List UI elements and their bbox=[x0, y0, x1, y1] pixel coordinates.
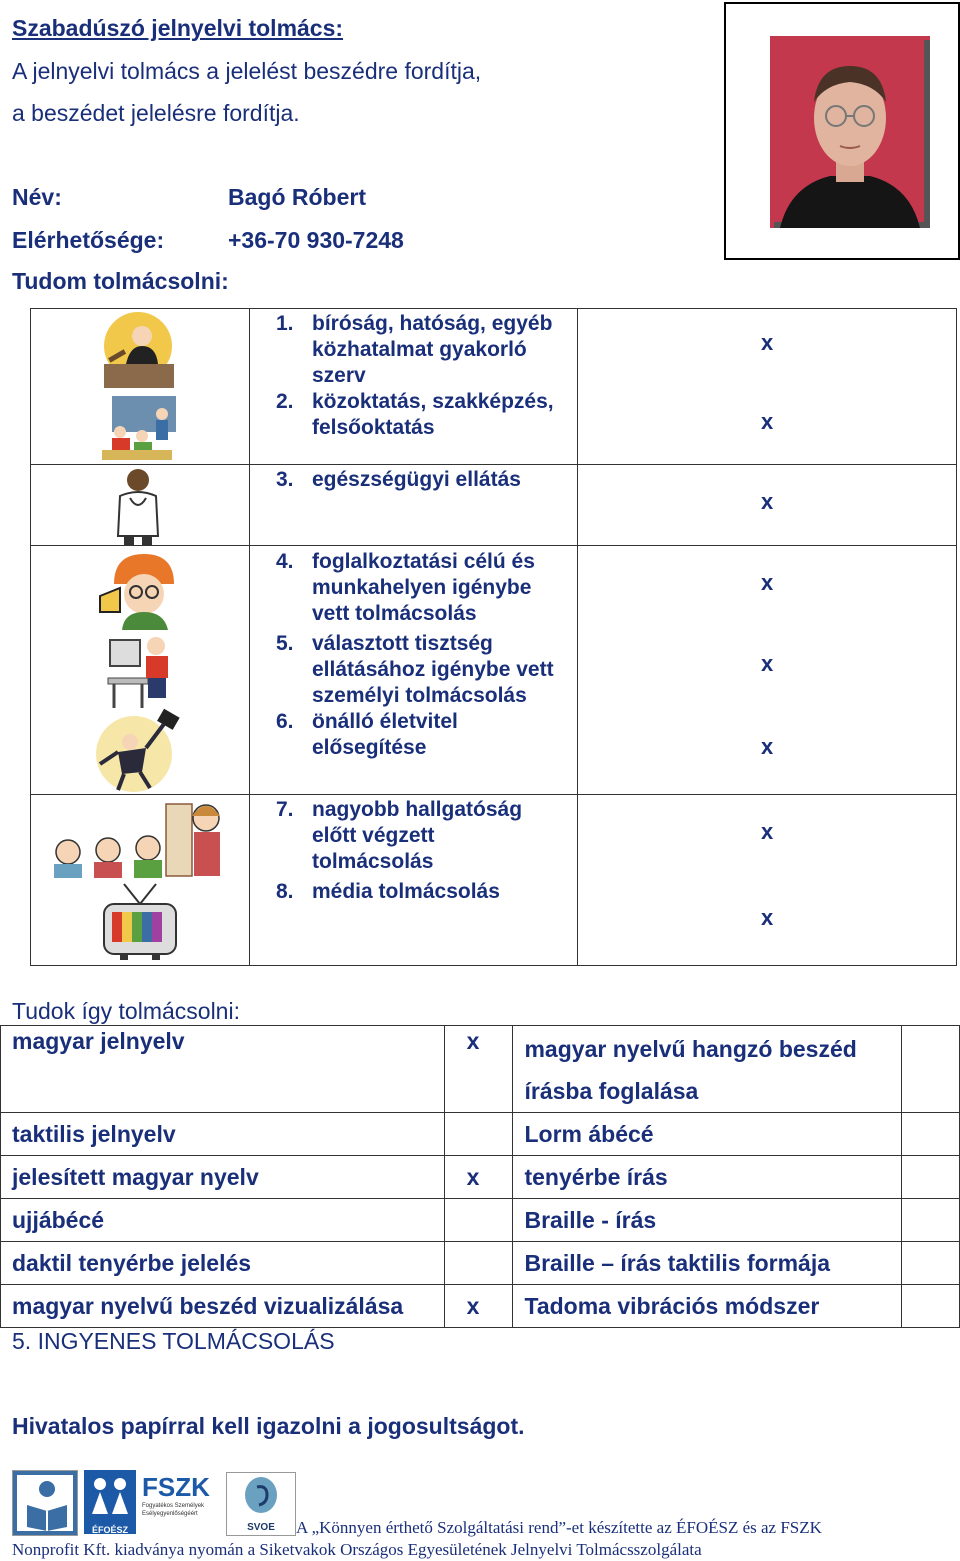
name-value: Bagó Róbert bbox=[228, 184, 366, 210]
mode-row: daktil tenyérbe jelelés Braille – írás taktilis formája bbox=[1, 1242, 960, 1285]
portrait-photo bbox=[770, 36, 930, 228]
mode-row: magyar jelnyelv x magyar nyelvű hangzó beszéd írásba foglalása bbox=[1, 1026, 960, 1113]
ear-icon bbox=[227, 1473, 295, 1517]
service-mark-3: x bbox=[761, 489, 774, 514]
service-mark-1: x bbox=[761, 330, 774, 355]
service-mark-8: x bbox=[761, 905, 774, 930]
mode-row: ujjábécé Braille - írás bbox=[1, 1199, 960, 1242]
description-line-1: A jelnyelvi tolmács a jelelést beszédre fordítja, bbox=[12, 58, 482, 84]
service-mark-4: x bbox=[761, 570, 774, 595]
footer-line-1: A „Könnyen érthető Szolgáltatási rend”-et készítette az ÉFOÉSZ és az FSZK bbox=[296, 1518, 822, 1537]
service-mark-2: x bbox=[761, 409, 774, 434]
mode-row: taktilis jelnyelv Lorm ábécé bbox=[1, 1113, 960, 1156]
graduate-jump-icon bbox=[88, 708, 186, 794]
fszk-logo: FSZK Fogyatékos Személyek Esélyegyenlőségéért bbox=[142, 1472, 218, 1534]
service-item-5: 5. választott tisztség ellátásához igénybe vett személyi tolmácsolás bbox=[276, 632, 554, 707]
audience-icon bbox=[48, 796, 228, 878]
contact-value[interactable]: +36-70 930-7248 bbox=[228, 227, 404, 253]
name-label: Név: bbox=[12, 184, 62, 210]
service-mark-7: x bbox=[761, 819, 774, 844]
can-interpret-label: Tudom tolmácsolni: bbox=[12, 268, 229, 294]
people-icon bbox=[84, 1470, 136, 1520]
service-item-3: 3. egészségügyi ellátás bbox=[276, 468, 521, 491]
classroom-icon bbox=[98, 392, 182, 464]
computer-user-icon bbox=[104, 630, 178, 710]
contact-label: Elérhetősége: bbox=[12, 227, 165, 253]
notice-text: Hivatalos papírral kell igazolni a jogosultságot. bbox=[12, 1413, 525, 1439]
service-item-1: 1. bíróság, hatóság, egyéb közhatalmat gyakorló szerv bbox=[276, 312, 553, 387]
photo-frame bbox=[724, 2, 960, 260]
service-item-4: 4. foglalkoztatási célú és munkahelyen igénybe vett tolmácsolás bbox=[276, 550, 535, 625]
service-item-8: 8. média tolmácsolás bbox=[276, 880, 500, 903]
judge-icon bbox=[96, 310, 180, 390]
footer-line-2: Nonprofit Kft. kiadványa nyomán a Siketvakok Országos Egyesületének Jelnyelvi Tolmácsszolgálata bbox=[12, 1540, 702, 1559]
book-reader-icon bbox=[13, 1471, 77, 1535]
page-title: Szabadúszó jelnyelvi tolmács: bbox=[12, 15, 344, 41]
service-item-7: 7. nagyobb hallgatóság előtt végzett tolmácsolás bbox=[276, 798, 523, 873]
svoe-logo: SVOE bbox=[226, 1472, 296, 1536]
worker-icon bbox=[94, 548, 184, 630]
mode-row: jelesített magyar nyelv x tenyérbe írás bbox=[1, 1156, 960, 1199]
modes-table bbox=[0, 1025, 960, 1328]
service-mark-6: x bbox=[761, 734, 774, 759]
easy-read-logo bbox=[12, 1470, 78, 1536]
service-item-6: 6. önálló életvitel elősegítése bbox=[276, 710, 458, 759]
doctor-icon bbox=[112, 466, 164, 546]
tv-icon bbox=[100, 882, 180, 962]
mode-row: magyar nyelvű beszéd vizualizálása x Tadoma vibrációs módszer bbox=[1, 1285, 960, 1328]
modes-heading: Tudok így tolmácsolni: bbox=[12, 998, 240, 1024]
service-mark-5: x bbox=[761, 651, 774, 676]
service-item-2: 2. közoktatás, szakképzés, felsőoktatás bbox=[276, 390, 554, 439]
efoesz-logo: ÉFOÉSZ bbox=[84, 1470, 136, 1534]
description-line-2: a beszédet jelelésre fordítja. bbox=[12, 100, 300, 126]
free-service-heading: 5. INGYENES TOLMÁCSOLÁS bbox=[12, 1328, 335, 1354]
